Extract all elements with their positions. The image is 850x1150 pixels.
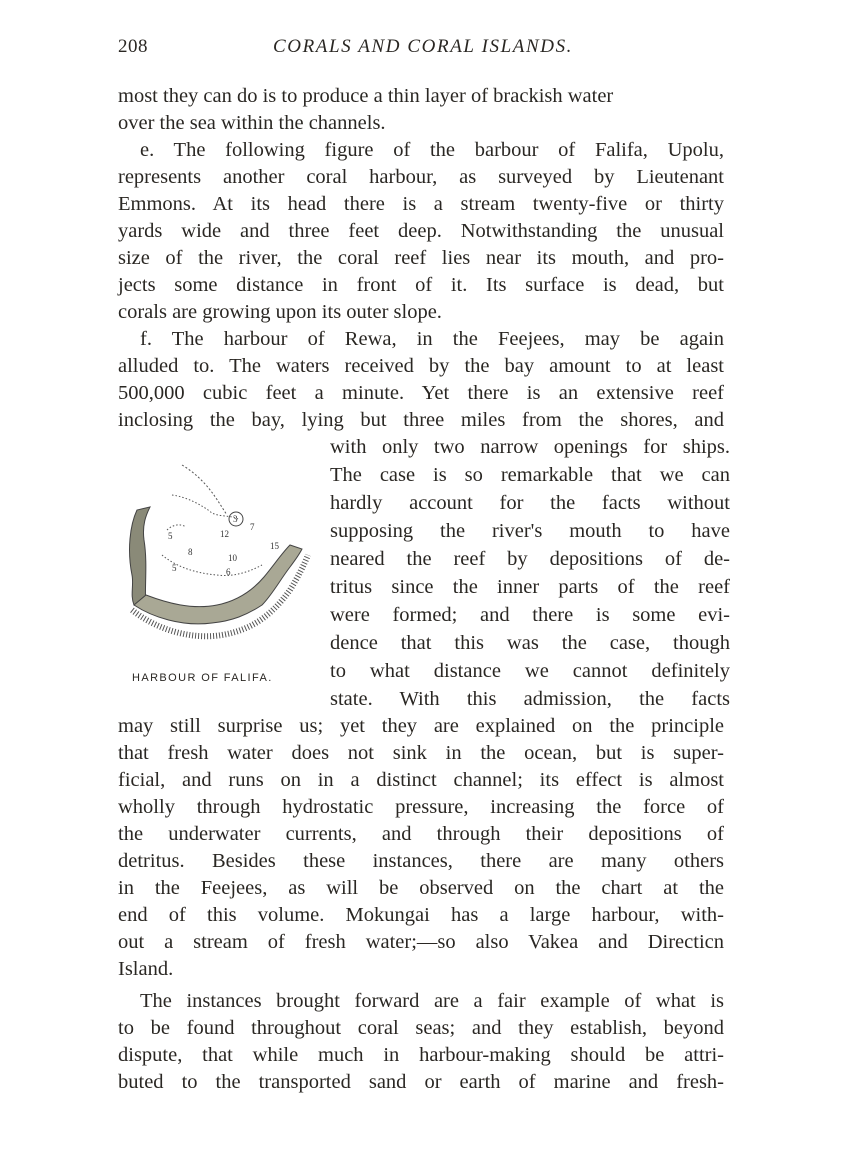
page-header (118, 36, 728, 64)
text-line: supposing the river's mouth to have (330, 520, 730, 542)
text-line: with only two narrow openings for ships. (330, 436, 730, 458)
figure-caption: HARBOUR OF FALIFA. (132, 672, 273, 684)
text-line: The instances brought forward are a fair example of what is (140, 990, 724, 1012)
coral-reef (134, 545, 302, 624)
text-line: yards wide and three feet deep. Notwithstanding the unusual (118, 220, 724, 242)
sounding-label: 15 (270, 541, 279, 551)
text-line: to what distance we cannot definitely (330, 660, 730, 682)
harbour-map-figure (112, 455, 312, 655)
text-line: the underwater currents, and through their depositions of (118, 823, 724, 845)
text-line: out a stream of fresh water;—so also Vakea and Directicn (118, 931, 724, 953)
sounding-label: 12 (220, 529, 229, 539)
text-line: alluded to. The waters received by the bay amount to at least (118, 355, 724, 377)
text-line: that fresh water does not sink in the ocean, but is super- (118, 742, 724, 764)
text-line: Emmons. At its head there is a stream twenty-five or thirty (118, 193, 724, 215)
text-line: Island. (118, 958, 174, 980)
text-line: inclosing the bay, lying but three miles from the shores, and (118, 409, 724, 431)
text-line: f. The harbour of Rewa, in the Feejees, may be again (140, 328, 724, 350)
text-line: wholly through hydrostatic pressure, increasing the force of (118, 796, 724, 818)
text-line: size of the river, the coral reef lies near its mouth, and pro- (118, 247, 724, 269)
channel-dotted-line (172, 495, 238, 519)
sounding-label: 10 (228, 553, 237, 563)
reef-dotted-line (182, 465, 227, 515)
text-line: ficial, and runs on in a distinct channel; its effect is almost (118, 769, 724, 791)
text-line: detritus. Besides these instances, there are many others (118, 850, 724, 872)
text-line: The case is so remarkable that we can (330, 464, 730, 486)
text-line: 500,000 cubic feet a minute. Yet there is an extensive reef (118, 382, 724, 404)
text-line: may still surprise us; yet they are explained on the principle (118, 715, 724, 737)
sounding-label: 3 (233, 514, 238, 524)
text-line: were formed; and there is some evi- (330, 604, 730, 626)
text-line: end of this volume. Mokungai has a large harbour, with- (118, 904, 724, 926)
text-line: dispute, that while much in harbour-making should be attri- (118, 1044, 724, 1066)
text-line: jects some distance in front of it. Its surface is dead, but (118, 274, 724, 296)
text-line: dence that this was the case, though (330, 632, 730, 654)
shore-land (130, 507, 150, 607)
sounding-label: 5 (168, 531, 173, 541)
text-line: hardly account for the facts without (330, 492, 730, 514)
text-line: tritus since the inner parts of the reef (330, 576, 730, 598)
text-line: in the Feejees, as will be observed on the chart at the (118, 877, 724, 899)
text-line: most they can do is to produce a thin layer of brackish water (118, 85, 614, 107)
sounding-label: 7 (250, 522, 255, 532)
sounding-label: 8 (188, 547, 193, 557)
page-number: 208 (118, 36, 148, 57)
text-line: corals are growing upon its outer slope. (118, 301, 442, 323)
running-title: CORALS AND CORAL ISLANDS. (272, 36, 574, 57)
sounding-label: 5 (172, 563, 177, 573)
sounding-label: 6 (226, 567, 231, 577)
text-line: to be found throughout coral seas; and they establish, beyond (118, 1017, 724, 1039)
text-line: state. With this admission, the facts (330, 688, 730, 710)
text-line: over the sea within the channels. (118, 112, 386, 134)
text-line: represents another coral harbour, as surveyed by Lieutenant (118, 166, 724, 188)
text-line: buted to the transported sand or earth of marine and fresh- (118, 1071, 724, 1093)
text-line: neared the reef by depositions of de- (330, 548, 730, 570)
harbour-dotted-line (162, 525, 262, 576)
text-line: e. The following figure of the barbour of Falifa, Upolu, (140, 139, 724, 161)
